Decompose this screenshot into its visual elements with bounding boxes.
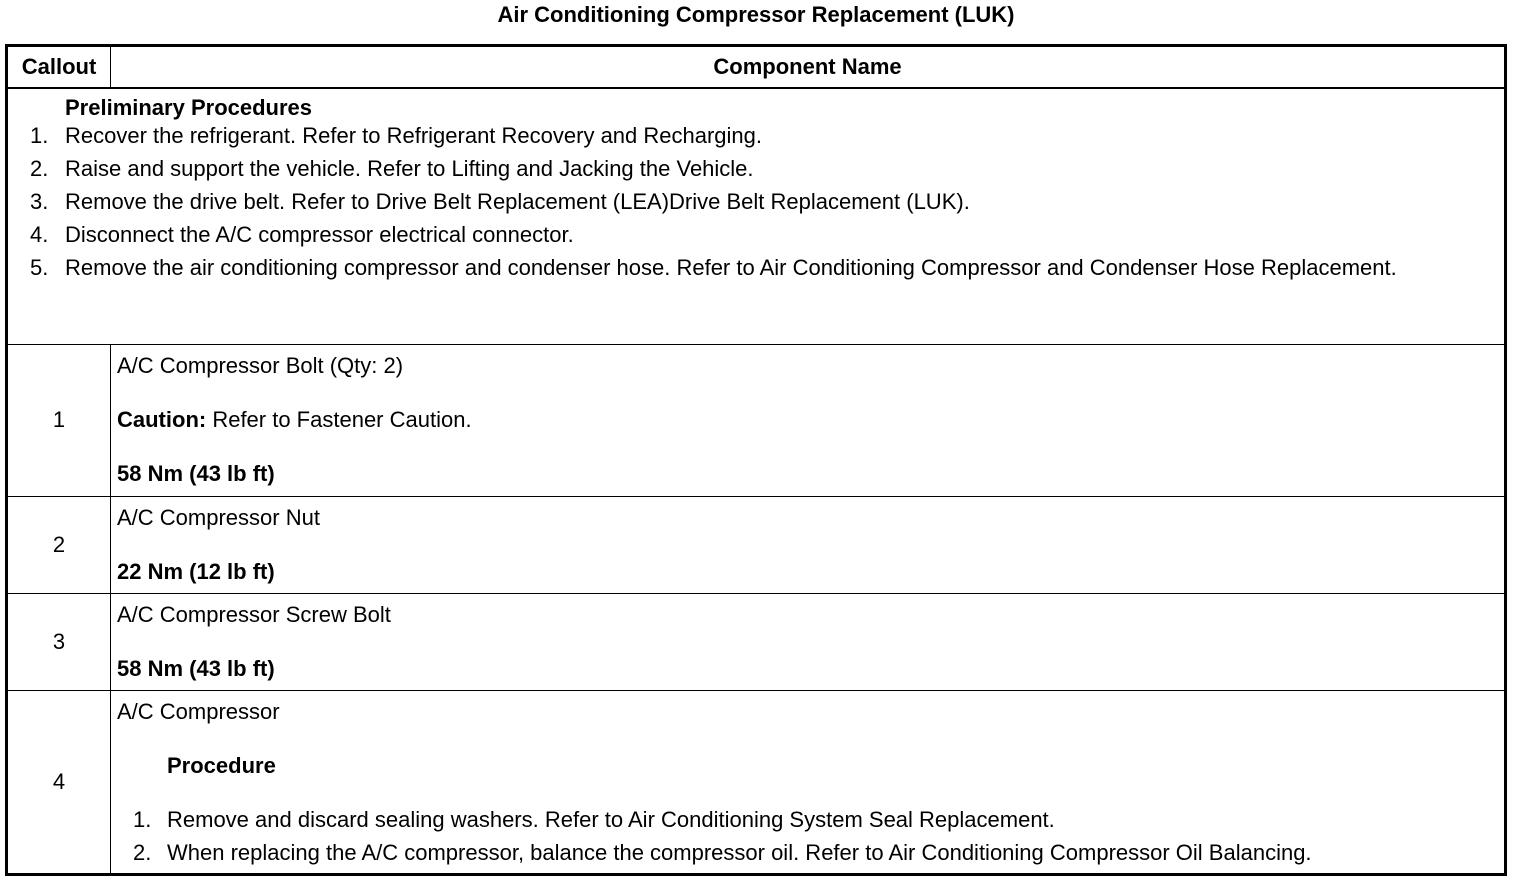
step-number: 5. <box>30 255 49 281</box>
step-text: Raise and support the vehicle. Refer to Lifting and Jacking the Vehicle. <box>65 156 754 182</box>
procedure-steps-list <box>117 805 1504 868</box>
torque-spec: 58 Nm (43 lb ft) <box>117 461 275 486</box>
table-row <box>7 594 1506 691</box>
step-number: 2. <box>30 156 49 182</box>
table-row <box>7 497 1506 594</box>
component-name: A/C Compressor Nut <box>117 505 320 530</box>
torque-spec: 58 Nm (43 lb ft) <box>117 656 275 681</box>
step-text: Disconnect the A/C compressor electrical connector. <box>65 222 574 248</box>
component-cell <box>111 345 1506 497</box>
callout-cell: 2 <box>7 497 111 594</box>
step-text: Remove the drive belt. Refer to Drive Belt Replacement (LEA)Drive Belt Replacement (LUK). <box>65 189 970 215</box>
procedure-step <box>117 838 1504 868</box>
caution-text: Refer to Fastener Caution. <box>206 407 472 432</box>
step-number: 4. <box>30 222 49 248</box>
preliminary-step <box>8 121 1504 151</box>
preliminary-row <box>7 88 1506 345</box>
component-name: A/C Compressor Bolt (Qty: 2) <box>117 353 404 378</box>
callout-cell: 3 <box>7 594 111 691</box>
preliminary-steps-list <box>8 121 1504 283</box>
preliminary-procedures-cell <box>7 88 1506 345</box>
table-row <box>7 691 1506 875</box>
step-number: 1. <box>133 807 152 832</box>
preliminary-step <box>8 154 1504 184</box>
procedure-table <box>5 44 1507 876</box>
component-name-column-header: Component Name <box>111 46 1506 89</box>
preliminary-step <box>8 187 1504 217</box>
step-text: Remove the air conditioning compressor and condenser hose. Refer to Air Conditioning Compressor and Condenser Hose Replacement. <box>65 255 1397 281</box>
callout-cell: 4 <box>7 691 111 875</box>
component-name: A/C Compressor <box>117 699 280 724</box>
preliminary-step <box>8 253 1504 283</box>
callout-cell: 1 <box>7 345 111 497</box>
step-text: Remove and discard sealing washers. Refer to Air Conditioning System Seal Replacement. <box>167 807 1055 832</box>
torque-spec: 22 Nm (12 lb ft) <box>117 559 275 584</box>
preliminary-step <box>8 220 1504 250</box>
step-number: 2. <box>133 840 152 865</box>
component-cell <box>111 497 1506 594</box>
component-cell <box>111 594 1506 691</box>
component-name: A/C Compressor Screw Bolt <box>117 602 391 627</box>
procedure-heading: Procedure <box>167 753 276 778</box>
component-cell <box>111 691 1506 875</box>
page-title: Air Conditioning Compressor Replacement (LUK) <box>497 2 1015 27</box>
step-number: 1. <box>30 123 49 149</box>
step-text: Recover the refrigerant. Refer to Refrigerant Recovery and Recharging. <box>65 123 763 149</box>
callout-column-header: Callout <box>7 46 111 89</box>
caution-label: Caution: <box>117 407 207 432</box>
procedure-step <box>117 805 1504 835</box>
table-header-row <box>7 46 1506 89</box>
table-row <box>7 345 1506 497</box>
step-number: 3. <box>30 189 49 215</box>
caution-note <box>117 405 1504 435</box>
preliminary-procedures-heading: Preliminary Procedures <box>65 95 313 120</box>
step-text: When replacing the A/C compressor, balance the compressor oil. Refer to Air Conditioning Compressor Oil Balancing. <box>167 840 1312 865</box>
